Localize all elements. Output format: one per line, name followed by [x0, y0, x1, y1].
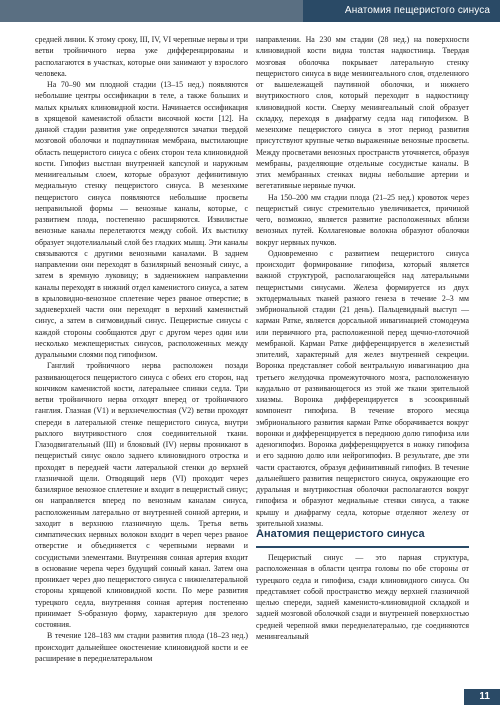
- paragraph: средней линии. К этому сроку, III, IV, VI черепные нервы и три ветви тройничного нерва уже дифференцированы и располагаются в участках, которые они занимают у взрослого человека.: [35, 35, 248, 78]
- page-number: 11: [479, 691, 490, 702]
- paragraph: Пещеристый синус — это парная структура, расположенная в области центра головы по обе стороны от турецкого седла и гипофиза, сзади клиновидного синуса. Он представляет собой пространство между верхней глазничной щелью спереди, задней каменисто-клиновидной складкой и задней мозговой оболочкой сзади и внутренней поверхностью средней черепной ямки переднелатерально, где соединяются менингеальный: [256, 553, 469, 641]
- section-body: [256, 552, 469, 642]
- paragraph: В течение 128–183 мм стадии развития плода (18–23 нед.) происходит дальнейшее окостенение клиновидной кости и ее расширение в переднелатеральном: [35, 631, 248, 663]
- running-header: [0, 0, 500, 22]
- right-column: [256, 34, 469, 529]
- section-heading: Анатомия пещеристого синуса: [256, 528, 425, 540]
- section-divider: [256, 546, 469, 548]
- paragraph: На 70–90 мм плодной стадии (13–15 нед.) появляются небольшие центры оссификации в теле, а также больших и малых крыльях клиновидной кости. Начинается оссификация в хрящевой каменистой области височной кости [12]. На данной стадии развития уже определяются зачатки твердой мозговой оболочки и подпаутинная мембрана, выстилающие область пещеристого синуса с обеих сторон тела клиновидной кости. Гипофиз выстлан внутренней капсулой и наружным мениигеальным слоем, которые образуют дефинитивную медиальную стенку пещеристого синуса. В мезенхиме пещеристого синуса появляются небольшие просветы неправильной формы — венозные каналы, которые, с развитием плода, постепенно расширяются. Извилистые венозные каналы перелетаются между собой. Их выстилку образует эндотелиальный слой без гладких мышц. Эти каналы связываются с другими венозными каналами. В заднем направлении они переходят в базилярный венозный синус, а затем в яремную луковицу; в задненижнем направлении каналы переходят в нижний отдел каменистого синуса, а затем в крыловидно-венозное сплетение через рваное отверстие; в задневерхней части они переходят в верхний каменистый синус, а затем в сигмовидный синус. Пещеристые синусы с каждой стороны сообщаются друг с другом через один или несколько межпещеристых синусов, расположенных между дуральными слоями под гипофизом.: [35, 80, 248, 359]
- paragraph: На 150–200 мм стадии плода (21–25 нед.) кровоток через пещеристый синус стремительно увеличивается, причиной чего, возможно, является развитие расположенных вблизи венозных путей. Коллагеновые волокна образуют оболочки вокруг нервных пучков.: [256, 192, 469, 247]
- header-band-left: [0, 0, 303, 22]
- paragraph: направлении. На 230 мм стадии (28 нед.) на поверхности клиновидной кости видна толстая надкостница. Твердая мозговая оболочка покрывает латеральную стенку пещеристого синуса в виде менингеального слоя, отделенного от вышележащей паутинной оболочки, и нижнего внутрикостного слоя, который переходит в надкостницу клиновидной кости. Сверху менингеальный слой образует складку, переходя в диафрагму седла над гипофизом. В мезенхиме пещеристого синуса в этот период развития присутствуют крупные четко выраженные венозные просветы. Между просветами венозных пространств уточняется, образуя мембраны, разделяющие отдельные сосудистые каналы. В этих мембранных стенках видны небольшие артерии и вегетативные нервные пучки.: [256, 35, 469, 191]
- running-header-title: Анатомия пещеристого синуса: [344, 5, 490, 16]
- paragraph: Одновременно с развитием пещеристого синуса происходит формирование гипофиза, который является важной структурой, располагающейся над латеральными пещеристыми синусами. Железа формируется из двух эктодермальных тканей разного генеза в течение 2–3 мм эмбриональной стадии (21 день). Пальцевидный выступ — карман Ратке, является дорсальной инвагинацией стомодеума или первичного рта, расположенной перед щечно-глоточной мембраной. Карман Ратке дифференцируется в железистый эпителий, характерный для желез внутренней секреции. Воронка представляет собой вентральную инвагинацию дна третьего желудочка промежуточного мозга, расположенную каудально от развивающегося из этой же ткани зрительной хиазмы. Воронка дифференцируется в эсоокринный компонент гипофиза. В течение второго месяца эмбрионального развития карман Ратке оборачивается вокруг воронки и дифференцируется в переднюю долю гипофиза или аденогипофиз. Воронка дифференцируется в ножку гипофиза и его заднюю долю или нейрогипофиз. В результате, две эти части срастаются, образуя дефинитивный гипофиз. В течение дальнейшего развития пещеристого синуса, окружающие его дуральная и внутрикостная оболочки располагаются вокруг гипофиза и образуют медиальные стенки синуса, а также крышу и диафрагму седла, которые отделяют железу от зрительной хиазмы.: [256, 248, 469, 528]
- paragraph: Ганглий тройничного нерва расположен позади развивающегося пещеристого синуса с обеих его сторон, над кончиком каменистой кости, латеральнее спинки седла. Три ветви тройничного нерва отходят вперед от тройничного ганглия. Глазная (V1) и верхнечелюстная (V2) ветви проходят спереди в латеральной стенке пещеристого синуса, внутри рыхлого внутрикостного слоя соединительной ткани. Глазодвигательный (III) и блоковый (IV) нервы проникают в пещеристый синус около заднего клиновидного отростка и проходят в передней части латеральной стенки до верхней глазничной щели. Отводящий нерв (VI) проходит через базилярное венозное сплетение и входит в пещеристый синус; он направляется вперед по венозным каналам синуса, расположенным латерально от внутренней сонной артерии, и заходит в верхнюю глазничную щель. Третья ветвь симпатических нервных волокон входит в череп через рваное отверстие и объединяется с черепными нервами и сосудистыми элементами. Внутренняя сонная артерия входит в основание черепа через будущий сонный канал. Затем она проникает через дно пещеристого синуса с нижнелатеральной стороны хрящевой клиновидной кости. По мере развития турецкого седла, внутренняя сонная артерия постепенно принимает S-образную форму, характерную для зрелого состояния.: [35, 361, 248, 629]
- left-column: [35, 34, 248, 664]
